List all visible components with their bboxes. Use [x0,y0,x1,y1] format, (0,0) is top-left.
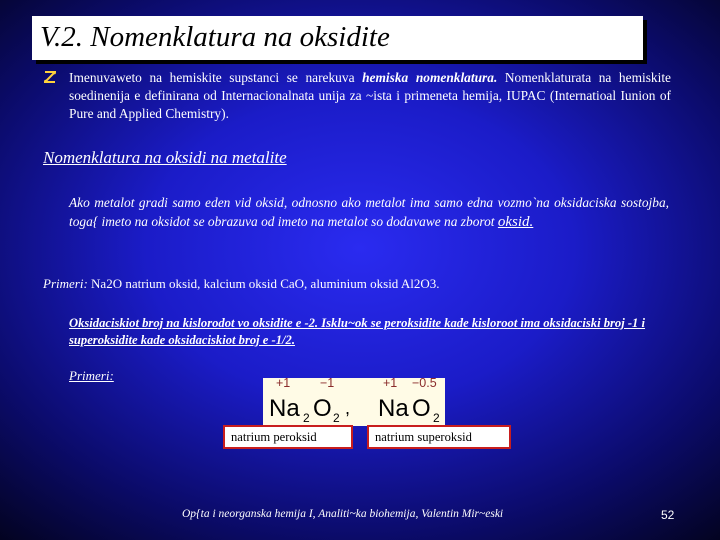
formula-na2: Na [378,395,409,422]
examples-text: Na2O natrium oksid, kalcium oksid CaO, aluminium oksid Al2O3. [87,276,440,291]
paragraph-keyword: oksid. [497,213,534,230]
intro-bold-term: hemiska nomenklatura. [362,70,498,85]
intro-text-b: Nomenklaturata na hemiskite soedinenija e definirana od Internacionalnata unija za ~ista i primeneta hemija, IUPAC (Internatioal Iunion of Pure and Applied Chemistry). [69,70,671,121]
subheading: Nomenklatura na oksidi na metalite [43,148,287,167]
intro-paragraph [69,69,671,123]
examples-label: Primeri: [43,276,88,291]
formula-o2: O [412,395,431,422]
ox-number-na1: +1 [276,376,291,390]
formula-sub-na1: 2 [303,411,310,425]
formula-sub-o1: 2 [333,411,340,425]
ox-number-na2: +1 [383,376,398,390]
title-box [32,16,643,60]
formula-sub-o2: 2 [433,411,440,425]
intro-text-a: Imenuvaweto na hemiskite supstanci se narekuva [69,70,363,85]
z-bullet-icon [44,71,56,83]
oxidation-note: Oksidaciskiot broj na kislorodot vo oksidite e -2. Isklu~ok se peroksidite kade kisloroot ima oksidaciski broj -1 i superoksidite kade oksidaciskiot broj e -1/2. [69,316,646,347]
superoxide-label: natrium superoksid [367,425,511,449]
formula-image [263,378,445,426]
ox-number-o1: −1 [320,376,335,390]
metal-oxide-paragraph [69,194,669,231]
page-number: 52 [661,508,675,522]
examples-line [43,276,439,292]
formula-na1: Na [269,395,300,422]
examples2-label: Primeri: [69,368,114,383]
footer: Op{ta i neorganska hemija I, Analiti~ka biohemija, Valentin Mir~eski [182,508,504,520]
paragraph-text: Ako metalot gradi samo eden vid oksid, odnosno ako metalot ima samo edna vozmo`na oksidaciska sostojba, toga{ imeto na oksidot se obrazuva od imeto na metalot so dodavawe na zborot [69,195,669,229]
formula-o1: O [313,395,332,422]
formula-comma: , [345,398,351,418]
peroxide-label: natrium peroksid [223,425,353,449]
slide-title: V.2. Nomenklatura na oksidite [40,21,390,53]
ox-number-o2: −0.5 [412,376,437,390]
